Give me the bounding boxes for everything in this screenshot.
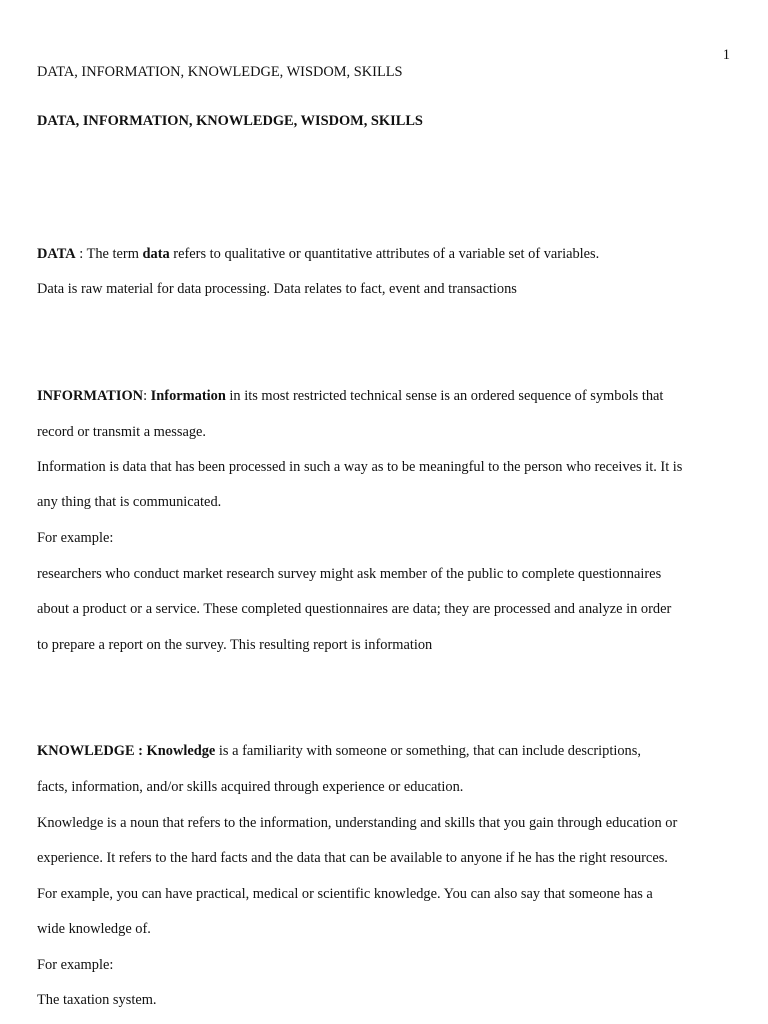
knowledge-definition-rest: is a familiarity with someone or something, that can include descriptions, [215, 743, 641, 759]
knowledge-example-label: For example: [37, 957, 114, 973]
knowledge-label: KNOWLEDGE : [37, 743, 147, 759]
information-definition-rest: in its most restricted technical sense is an ordered sequence of symbols that [225, 388, 664, 404]
data-sep: : The term [75, 246, 143, 262]
document-title-text: DATA, INFORMATION, KNOWLEDGE, WISDOM, SKILLS [37, 113, 423, 129]
running-head: DATA, INFORMATION, KNOWLEDGE, WISDOM, SKILLS [37, 64, 403, 80]
knowledge-line-4: experience. It refers to the hard facts and the data that can be available to anyone if he has the right resources. [37, 850, 668, 866]
data-label: DATA [37, 246, 76, 262]
information-example-line-3: to prepare a report on the survey. This resulting report is information [37, 637, 433, 653]
information-line-3: Information is data that has been processed in such a way as to be meaningful to the person who receives it. It is [37, 459, 683, 475]
information-definition [37, 387, 663, 405]
data-line-2: Data is raw material for data processing. Data relates to fact, event and transactions [37, 281, 517, 297]
information-example-line-1: researchers who conduct market research survey might ask member of the public to complete questionnaires [37, 566, 662, 582]
knowledge-line-3: Knowledge is a noun that refers to the information, understanding and skills that you gain through education or [37, 815, 678, 831]
information-example-line-2: about a product or a service. These completed questionnaires are data; they are processed and analyze in order [37, 601, 672, 617]
knowledge-definition [37, 742, 641, 760]
knowledge-line-6: wide knowledge of. [37, 921, 151, 937]
data-definition-rest: refers to qualitative or quantitative attributes of a variable set of variables. [169, 246, 600, 262]
information-example-label: For example: [37, 530, 114, 546]
knowledge-line-2: facts, information, and/or skills acquired through experience or education. [37, 779, 464, 795]
information-sep: : [143, 388, 151, 404]
page-number: 1 [722, 47, 730, 63]
data-term: data [142, 246, 170, 262]
knowledge-line-5: For example, you can have practical, medical or scientific knowledge. You can also say that someone has a [37, 886, 653, 902]
information-line-4: any thing that is communicated. [37, 494, 222, 510]
data-definition [37, 245, 599, 263]
information-term: Information [150, 388, 226, 404]
document-title [37, 112, 423, 130]
knowledge-term: Knowledge [146, 743, 216, 759]
knowledge-example-line-1: The taxation system. [37, 992, 157, 1008]
information-line-2: record or transmit a message. [37, 424, 207, 440]
information-label: INFORMATION [37, 388, 144, 404]
